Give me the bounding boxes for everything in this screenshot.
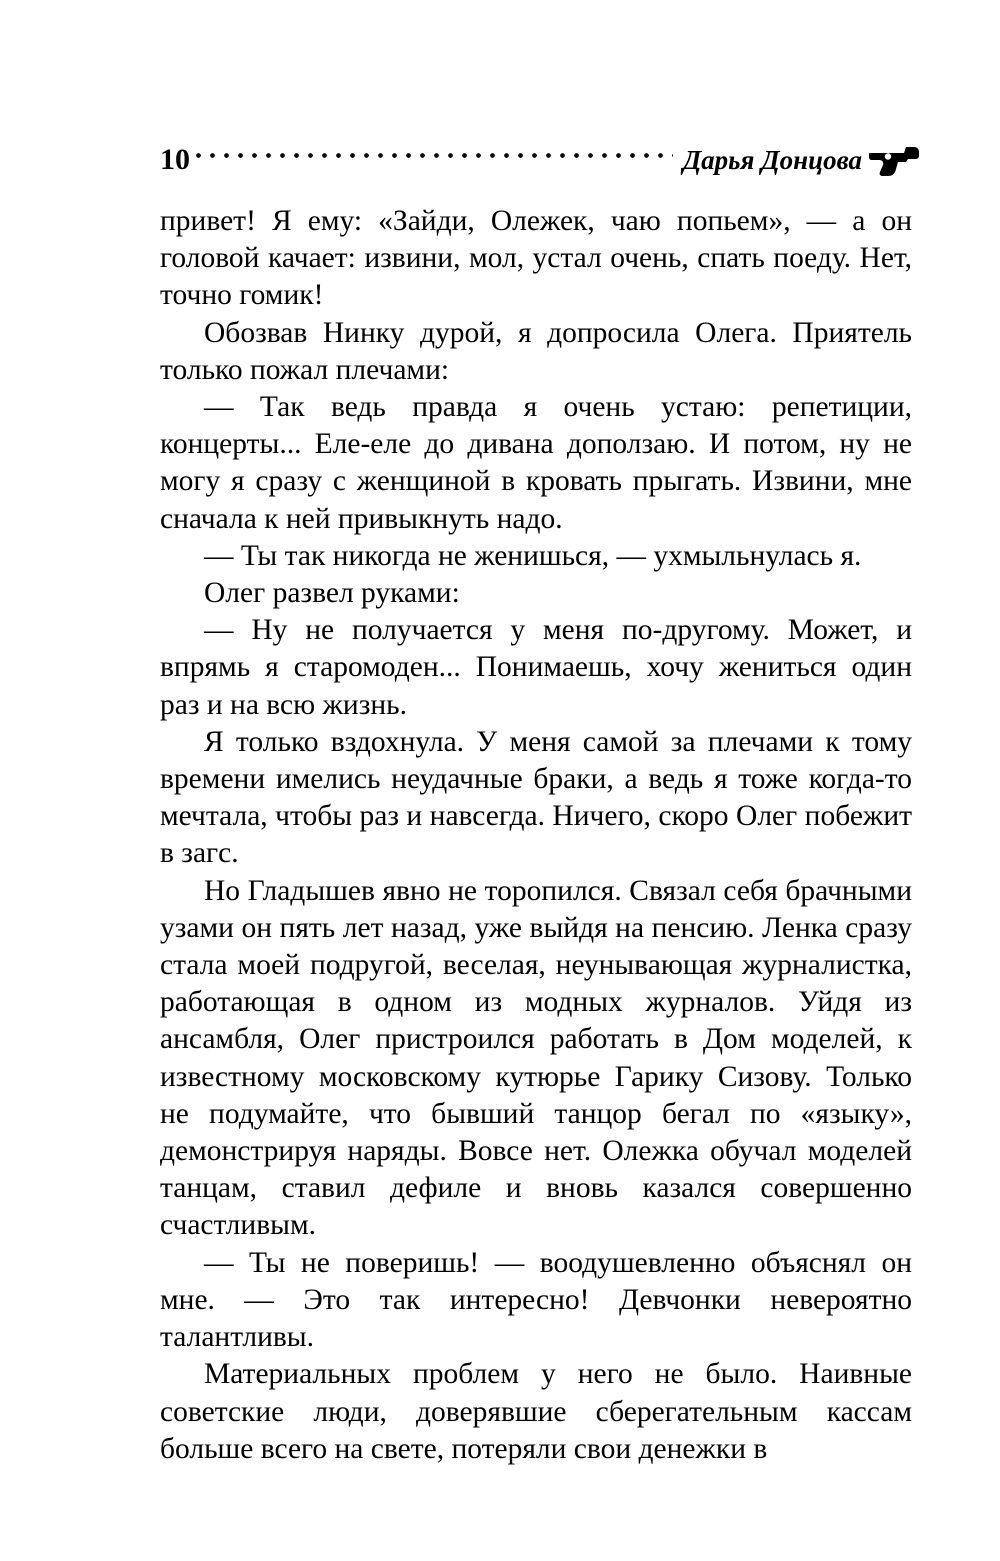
pistol-icon [868, 143, 920, 177]
paragraph: — Так ведь правда я очень устаю: репетиции, концерты... Еле-еле до дивана доползаю. И потом, ну не могу я сразу с женщиной в кровать прыгать. Извини, мне сначала к ней привыкнуть надо. [160, 391, 912, 535]
paragraph: Обозвав Нинку дурой, я допросила Олега. Приятель только пожал плечами: [160, 316, 912, 386]
page-body [160, 203, 912, 1468]
author-name: Дарья Донцова [682, 145, 862, 175]
paragraph: — Ты так никогда не женишься, — ухмыльнулась я. [204, 539, 862, 572]
paragraph: — Ну не получается у меня по-другому. Может, и впрямь я старомоден... Понимаешь, хочу жениться один раз и на всю жизнь. [160, 614, 912, 721]
paragraph: Но Гладышев явно не торопился. Связал себя брачными узами он пять лет назад, уже выйдя на пенсию. Ленка сразу стала моей подругой, веселая, неунывающая журналистка, работающая в одном из модных журналов. Уйдя из ансамбля, Олег пристроился работать в Дом моделей, к известному московскому кутюрье Гарику Сизову. Только не подумайте, что бывший танцор бегал по «языку», демонстрируя наряды. Вовсе нет. Олежка обучал моделей танцам, ставил дефиле и вновь казался совершенно счастливым. [160, 874, 912, 1242]
page-number: 10 [160, 143, 190, 176]
paragraph: Олег развел руками: [204, 577, 460, 610]
paragraph: — Ты не поверишь! — воодушевленно объяснял он мне. — Это так интересно! Девчонки невероятно талантливы. [160, 1246, 912, 1354]
paragraph: Материальных проблем у него не было. Наивные советские люди, доверявшие сберегательным кассам больше всего на свете, потеряли свои денежки в [160, 1358, 912, 1465]
paragraph: привет! Я ему: «Зайди, Олежек, чаю попьем», — а он головой качает: извини, мол, устал очень, спать поеду. Нет, точно гомик! [160, 205, 912, 312]
running-head [160, 130, 920, 190]
dotted-rule [196, 139, 673, 169]
paragraph: Я только вздохнула. У меня самой за плечами к тому времени имелись неудачные браки, а ведь я тоже когда-то мечтала, чтобы раз и навсегда. Ничего, скоро Олег побежит в загс. [160, 725, 912, 870]
